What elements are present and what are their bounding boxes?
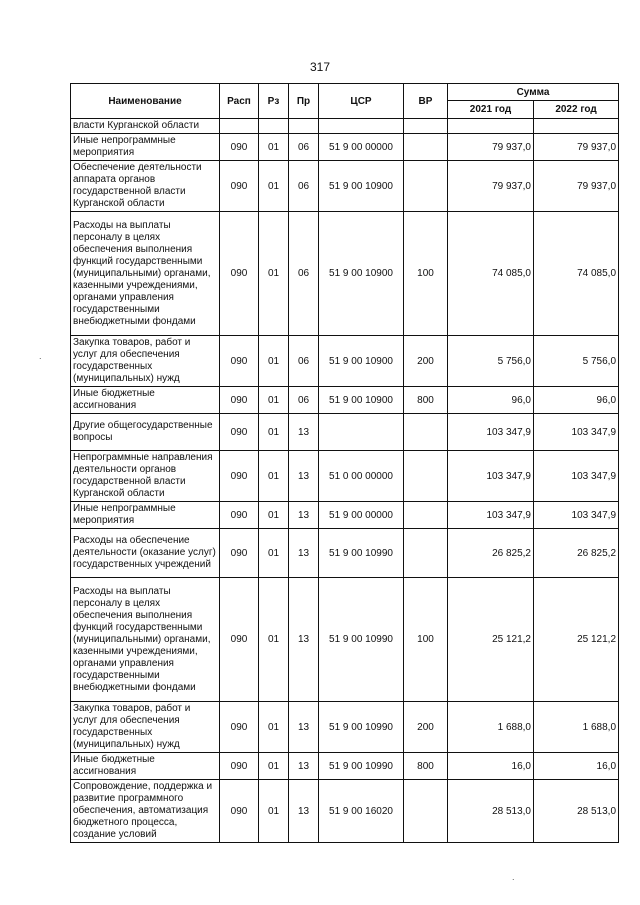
cell-csr: 51 9 00 16020 <box>319 780 404 843</box>
cell-pr: 06 <box>289 212 319 336</box>
cell-vr: 200 <box>404 702 448 753</box>
cell-y2021: 28 513,0 <box>448 780 534 843</box>
cell-rasp: 090 <box>220 753 259 780</box>
cell-rz: 01 <box>259 502 289 529</box>
cell-y2021: 5 756,0 <box>448 336 534 387</box>
cell-csr <box>319 414 404 451</box>
table-row <box>71 780 619 843</box>
cell-name: Другие общегосударственные вопросы <box>71 414 220 451</box>
table-row <box>71 451 619 502</box>
header-sum: Сумма <box>448 84 619 101</box>
cell-y2021: 16,0 <box>448 753 534 780</box>
cell-name: Закупка товаров, работ и услуг для обеспечения государственных (муниципальных) нужд <box>71 336 220 387</box>
cell-csr: 51 9 00 10990 <box>319 529 404 578</box>
cell-y2021 <box>448 119 534 134</box>
cell-pr: 06 <box>289 161 319 212</box>
cell-rz: 01 <box>259 414 289 451</box>
header-2021: 2021 год <box>448 101 534 119</box>
cell-name: Закупка товаров, работ и услуг для обеспечения государственных (муниципальных) нужд <box>71 702 220 753</box>
cell-csr: 51 9 00 10990 <box>319 578 404 702</box>
cell-csr: 51 9 00 10900 <box>319 212 404 336</box>
budget-table <box>70 83 619 843</box>
cell-rz: 01 <box>259 336 289 387</box>
header-name: Наименование <box>71 84 220 119</box>
header-rz: Рз <box>259 84 289 119</box>
cell-y2022: 79 937,0 <box>534 161 619 212</box>
cell-pr: 13 <box>289 414 319 451</box>
cell-csr: 51 9 00 10900 <box>319 336 404 387</box>
cell-vr: 200 <box>404 336 448 387</box>
cell-rz: 01 <box>259 451 289 502</box>
cell-y2022: 26 825,2 <box>534 529 619 578</box>
cell-y2021: 96,0 <box>448 387 534 414</box>
table-row <box>71 578 619 702</box>
cell-vr <box>404 451 448 502</box>
cell-vr <box>404 414 448 451</box>
header-2022: 2022 год <box>534 101 619 119</box>
cell-pr: 13 <box>289 451 319 502</box>
cell-name: Иные бюджетные ассигнования <box>71 753 220 780</box>
cell-y2022: 79 937,0 <box>534 134 619 161</box>
table-row <box>71 502 619 529</box>
table-row <box>71 753 619 780</box>
cell-csr: 51 9 00 10900 <box>319 387 404 414</box>
cell-vr <box>404 502 448 529</box>
cell-rz <box>259 119 289 134</box>
cell-pr: 13 <box>289 529 319 578</box>
cell-vr: 800 <box>404 387 448 414</box>
header-pr: Пр <box>289 84 319 119</box>
cell-y2021: 103 347,9 <box>448 414 534 451</box>
cell-y2021: 1 688,0 <box>448 702 534 753</box>
cell-rasp: 090 <box>220 414 259 451</box>
cell-rasp: 090 <box>220 336 259 387</box>
cell-csr: 51 9 00 10900 <box>319 161 404 212</box>
cell-y2021: 103 347,9 <box>448 502 534 529</box>
cell-y2021: 103 347,9 <box>448 451 534 502</box>
cell-y2022: 103 347,9 <box>534 451 619 502</box>
cell-csr: 51 9 00 10990 <box>319 753 404 780</box>
cell-vr <box>404 529 448 578</box>
cell-vr: 100 <box>404 212 448 336</box>
cell-rasp: 090 <box>220 780 259 843</box>
table-row <box>71 414 619 451</box>
header-rasp: Расп <box>220 84 259 119</box>
cell-csr: 51 9 00 00000 <box>319 502 404 529</box>
cell-y2021: 74 085,0 <box>448 212 534 336</box>
cell-pr <box>289 119 319 134</box>
cell-name: Расходы на выплаты персоналу в целях обеспечения выполнения функций государственными (муниципальными) органами, казенными учреждениями, органами управления государственными внебюджетными фондами <box>71 212 220 336</box>
cell-rasp: 090 <box>220 529 259 578</box>
cell-rasp <box>220 119 259 134</box>
table-body <box>71 119 619 843</box>
cell-name: Расходы на выплаты персоналу в целях обеспечения выполнения функций государственными (муниципальными) органами, казенными учреждениями, органами управления государственными внебюджетными фондами <box>71 578 220 702</box>
cell-name: Расходы на обеспечение деятельности (оказание услуг) государственных учреждений <box>71 529 220 578</box>
cell-csr: 51 9 00 00000 <box>319 134 404 161</box>
header-csr: ЦСР <box>319 84 404 119</box>
cell-name: Обеспечение деятельности аппарата органов государственной власти Курганской области <box>71 161 220 212</box>
cell-rz: 01 <box>259 702 289 753</box>
cell-y2022: 5 756,0 <box>534 336 619 387</box>
cell-csr <box>319 119 404 134</box>
cell-pr: 13 <box>289 753 319 780</box>
cell-rz: 01 <box>259 578 289 702</box>
cell-y2022 <box>534 119 619 134</box>
cell-vr <box>404 161 448 212</box>
table-row <box>71 387 619 414</box>
scan-speck: . <box>512 872 515 882</box>
table-row <box>71 529 619 578</box>
cell-csr: 51 9 00 10990 <box>319 702 404 753</box>
cell-name: Иные непрограммные мероприятия <box>71 134 220 161</box>
cell-rz: 01 <box>259 387 289 414</box>
cell-vr <box>404 119 448 134</box>
page-number: 317 <box>309 60 331 74</box>
table-row <box>71 336 619 387</box>
cell-pr: 06 <box>289 387 319 414</box>
scan-speck: . <box>39 351 42 361</box>
cell-rz: 01 <box>259 529 289 578</box>
cell-name: власти Курганской области <box>71 119 220 134</box>
cell-y2022: 103 347,9 <box>534 502 619 529</box>
cell-y2022: 96,0 <box>534 387 619 414</box>
cell-y2022: 1 688,0 <box>534 702 619 753</box>
cell-csr: 51 0 00 00000 <box>319 451 404 502</box>
cell-rasp: 090 <box>220 161 259 212</box>
cell-rasp: 090 <box>220 702 259 753</box>
cell-rz: 01 <box>259 161 289 212</box>
cell-y2022: 28 513,0 <box>534 780 619 843</box>
table-row <box>71 119 619 134</box>
cell-name: Непрограммные направления деятельности органов государственной власти Курганской области <box>71 451 220 502</box>
cell-pr: 13 <box>289 578 319 702</box>
cell-rasp: 090 <box>220 502 259 529</box>
cell-rz: 01 <box>259 780 289 843</box>
cell-y2021: 79 937,0 <box>448 134 534 161</box>
cell-name: Сопровождение, поддержка и развитие программного обеспечения, автоматизация бюджетного процесса, создание условий <box>71 780 220 843</box>
table-row <box>71 212 619 336</box>
cell-pr: 06 <box>289 336 319 387</box>
cell-vr <box>404 134 448 161</box>
cell-rz: 01 <box>259 753 289 780</box>
cell-y2021: 79 937,0 <box>448 161 534 212</box>
cell-rz: 01 <box>259 134 289 161</box>
cell-y2022: 74 085,0 <box>534 212 619 336</box>
cell-name: Иные бюджетные ассигнования <box>71 387 220 414</box>
cell-y2022: 103 347,9 <box>534 414 619 451</box>
cell-vr: 100 <box>404 578 448 702</box>
cell-rasp: 090 <box>220 451 259 502</box>
cell-y2021: 25 121,2 <box>448 578 534 702</box>
cell-pr: 06 <box>289 134 319 161</box>
cell-rasp: 090 <box>220 387 259 414</box>
cell-vr <box>404 780 448 843</box>
cell-y2021: 26 825,2 <box>448 529 534 578</box>
cell-pr: 13 <box>289 502 319 529</box>
cell-y2022: 16,0 <box>534 753 619 780</box>
cell-name: Иные непрограммные мероприятия <box>71 502 220 529</box>
table-row <box>71 161 619 212</box>
cell-rasp: 090 <box>220 212 259 336</box>
cell-vr: 800 <box>404 753 448 780</box>
header-vr: ВР <box>404 84 448 119</box>
cell-rasp: 090 <box>220 578 259 702</box>
cell-pr: 13 <box>289 702 319 753</box>
table-row <box>71 702 619 753</box>
table-row <box>71 134 619 161</box>
cell-rz: 01 <box>259 212 289 336</box>
cell-rasp: 090 <box>220 134 259 161</box>
cell-pr: 13 <box>289 780 319 843</box>
cell-y2022: 25 121,2 <box>534 578 619 702</box>
